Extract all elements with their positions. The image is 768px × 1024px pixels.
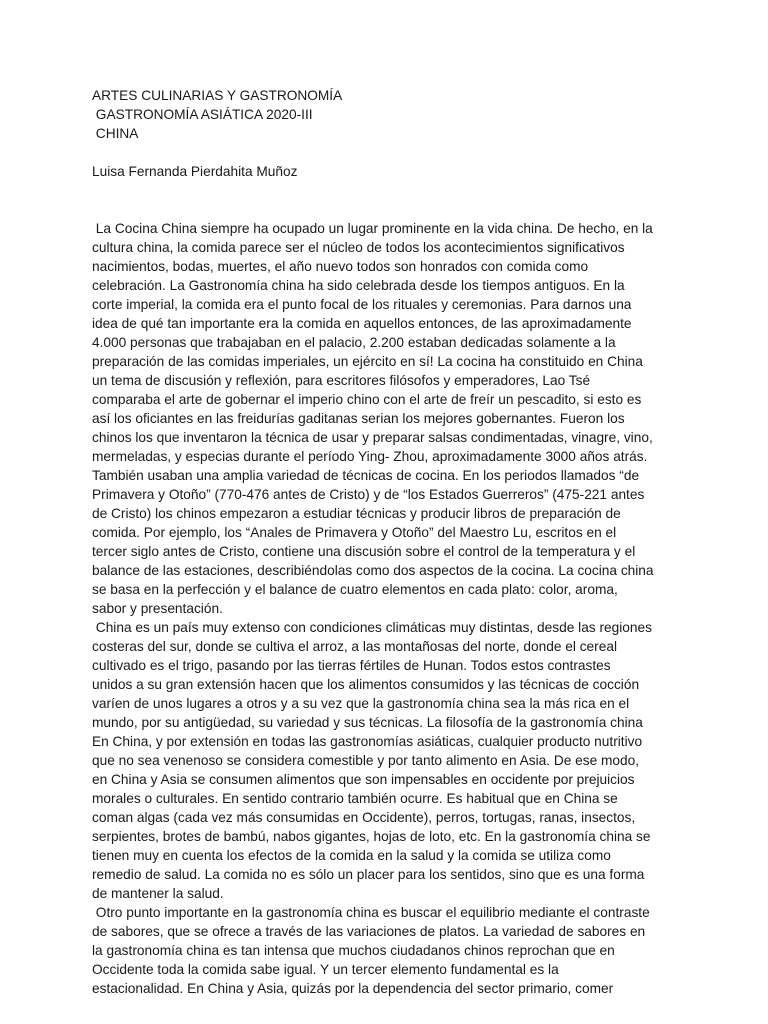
body-line: comparaba el arte de gobernar el imperio chino con el arte de freír un pescadito, si esto es bbox=[92, 392, 642, 407]
body-line: 4.000 personas que trabajaban en el palacio, 2.200 estaban dedicadas solamente a la bbox=[92, 335, 616, 350]
body-line: En China, y por extensión en todas las gastronomías asiáticas, cualquier producto nutritivo bbox=[92, 734, 643, 749]
course-topic: CHINA bbox=[92, 126, 139, 141]
body-line: Occidente toda la comida sabe igual. Y un tercer elemento fundamental es la bbox=[92, 962, 559, 977]
body-line: cultura china, la comida parece ser el núcleo de todos los acontecimientos significativos bbox=[92, 240, 625, 255]
body-line: estacionalidad. En China y Asia, quizás por la dependencia del sector primario, comer bbox=[92, 981, 614, 996]
body-line: tercer siglo antes de Cristo, contiene una discusión sobre el control de la temperatura y el bbox=[92, 544, 636, 559]
body-line: de mantener la salud. bbox=[92, 886, 224, 901]
spacer bbox=[92, 181, 686, 219]
body-line: mermeladas, y especias durante el período Ying- Zhou, aproximadamente 3000 años atrás. bbox=[92, 449, 648, 464]
body-line: Primavera y Otoño” (770-476 antes de Cristo) y de “los Estados Guerreros” (475-221 antes bbox=[92, 487, 645, 502]
body-line: China es un país muy extenso con condiciones climáticas muy distintas, desde las regiones bbox=[92, 620, 652, 635]
course-subtitle: GASTRONOMÍA ASIÁTICA 2020-III bbox=[92, 107, 313, 122]
body-line: de Cristo) los chinos empezaron a estudiar técnicas y producir libros de preparación de bbox=[92, 506, 621, 521]
body-line: cultivado es el trigo, pasando por las tierras fértiles de Hunan. Todos estos contrastes bbox=[92, 658, 611, 673]
body-line: así los oficiantes en las freidurías gaditanas serian los mejores gobernantes. Fueron los bbox=[92, 411, 625, 426]
body-line: en China y Asia se consumen alimentos que son impensables en occidente por prejuicios bbox=[92, 772, 635, 787]
body-line: chinos los que inventaron la técnica de usar y preparar salsas condimentadas, vinagre, vino, bbox=[92, 430, 653, 445]
body-line: tienen muy en cuenta los efectos de la comida en la salud y la comida se utiliza como bbox=[92, 848, 611, 863]
body-line: celebración. La Gastronomía china ha sido celebrada desde los tiempos antiguos. En la bbox=[92, 278, 625, 293]
course-title: ARTES CULINARIAS Y GASTRONOMÍA bbox=[92, 88, 343, 103]
author-name: Luisa Fernanda Pierdahita Muñoz bbox=[92, 164, 298, 179]
body-line: un tema de discusión y reflexión, para escritores filósofos y emperadores, Lao Tsé bbox=[92, 373, 591, 388]
body-line: idea de qué tan importante era la comida en aquellos entonces, de las aproximadamente bbox=[92, 316, 632, 331]
body-line: costeras del sur, donde se cultiva el arroz, a las montañosas del norte, donde el cereal bbox=[92, 639, 617, 654]
body-line: coman algas (cada vez más consumidas en Occidente), perros, tortugas, ranas, insectos, bbox=[92, 810, 636, 825]
body-line: nacimientos, bodas, muertes, el año nuevo todos son honrados con comida como bbox=[92, 259, 589, 274]
body-line: corte imperial, la comida era el punto focal de los rituales y ceremonias. Para darnos una bbox=[92, 297, 632, 312]
body-line: preparación de las comidas imperiales, un ejército en sí! La cocina ha constituido en China bbox=[92, 354, 643, 369]
body-line: remedio de salud. La comida no es sólo un placer para los sentidos, sino que es una forma bbox=[92, 867, 645, 882]
body-line: morales o culturales. En sentido contrario también ocurre. Es habitual que en China se bbox=[92, 791, 618, 806]
body-line: que no sea venenoso se considera comestible y por tanto alimento en Asia. De ese modo, bbox=[92, 753, 640, 768]
body-line: de sabores, que se ofrece a través de las variaciones de platos. La variedad de sabores en bbox=[92, 924, 646, 939]
body-line: mundo, por su antigüedad, su variedad y sus técnicas. La filosofía de la gastronomía china bbox=[92, 715, 643, 730]
body-line: sabor y presentación. bbox=[92, 601, 223, 616]
body-line: serpientes, brotes de bambú, nabos gigantes, hojas de loto, etc. En la gastronomía china se bbox=[92, 829, 651, 844]
body-line: la gastronomía china es tan intensa que muchos ciudadanos chinos reprochan que en bbox=[92, 943, 615, 958]
spacer bbox=[92, 143, 686, 162]
body-line: unidos a su gran extensión hacen que los alimentos consumidos y las técnicas de cocción bbox=[92, 677, 640, 692]
body-line: comida. Por ejemplo, los “Anales de Primavera y Otoño” del Maestro Lu, escritos en el bbox=[92, 525, 617, 540]
body-line: También usaban una amplia variedad de técnicas de cocina. En los periodos llamados “de bbox=[92, 468, 640, 483]
body-line: La Cocina China siempre ha ocupado un lugar prominente en la vida china. De hecho, en la bbox=[92, 221, 653, 236]
body-line: Otro punto importante en la gastronomía china es buscar el equilibrio mediante el contraste bbox=[92, 905, 650, 920]
body-text bbox=[92, 219, 686, 998]
body-line: se basa en la perfección y el balance de cuatro elementos en cada plato: color, aroma, bbox=[92, 582, 618, 597]
body-line: balance de las estaciones, describiéndolas como dos aspectos de la cocina. La cocina china bbox=[92, 563, 654, 578]
body-line: varíen de unos lugares a otros y a su vez que la gastronomía china sea la más rica en el bbox=[92, 696, 630, 711]
